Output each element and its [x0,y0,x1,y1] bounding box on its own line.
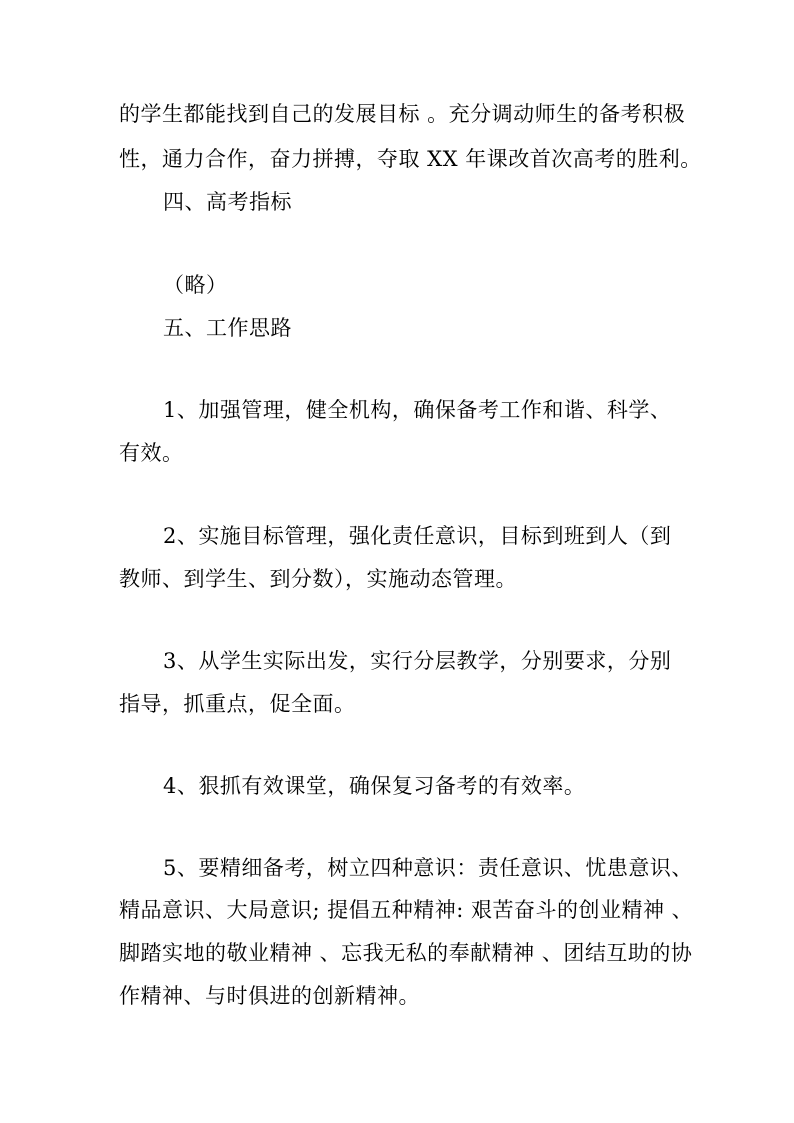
item-3-line-1: 3、从学生实际出发，实行分层教学，分别要求，分别 [163,649,672,673]
item-2-line-1: 2、实施目标管理，强化责任意识，目标到班到人（到 [163,524,672,548]
item-2-line-2: 教师、到学生、到分数），实施动态管理。 [119,567,517,591]
continuation-line-1: 的学生都能找到自己的发展目标 。充分调动师生的备考积极 [119,102,686,126]
item-1-line-2: 有效。 [119,441,184,465]
item-3-line-2: 指导，抓重点，促全面。 [119,692,356,716]
item-4-line-1: 4、狠抓有效课堂，确保复习备考的有效率。 [163,774,586,798]
continuation-line-2: 性，通力合作，奋力拼搏，夺取 XX 年课改首次高考的胜利。 [119,147,702,171]
section-4-heading: 四、高考指标 [163,190,292,214]
item-5-line-1: 5、要精细备考，树立四种意识：责任意识、忧患意识、 [163,856,693,880]
item-5-line-3: 脚踏实地的敬业精神 、忘我无私的奉献精神 、团结互助的协 [119,941,693,965]
item-5-line-2: 精品意识、大局意识; 提倡五种精神: 艰苦奋斗的创业精神 、 [119,898,694,922]
item-1-line-1: 1、加强管理，健全机构，确保备考工作和谐、科学、 [163,398,672,422]
item-5-line-4: 作精神、与时俱进的创新精神。 [119,984,420,1008]
section-5-heading: 五、工作思路 [163,316,292,340]
section-4-content: （略） [163,273,228,297]
